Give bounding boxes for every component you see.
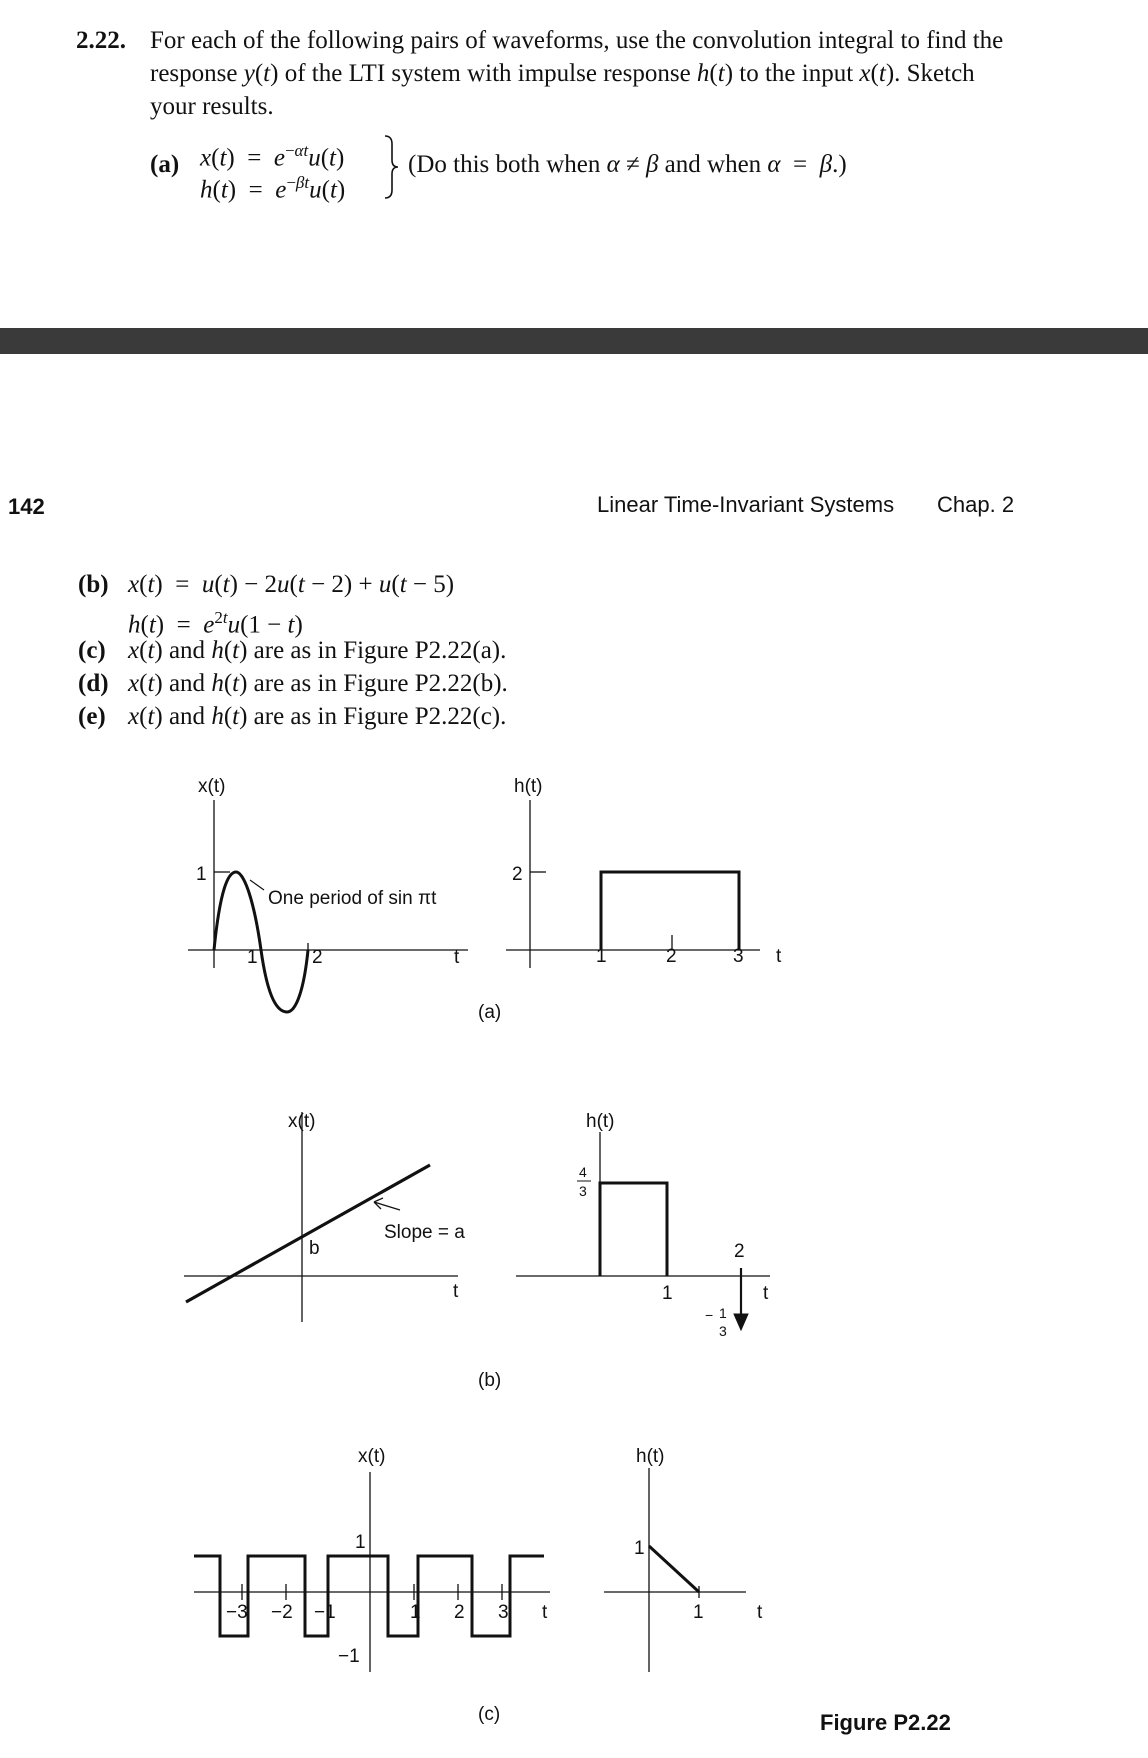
fig-a-h-title: h(t) [514, 776, 543, 797]
fig-c-x-tick-label: −1 [314, 1602, 336, 1623]
fig-a-x-axis-label: t [454, 947, 460, 968]
fig-c-label: (c) [478, 1704, 501, 1725]
fig-a-h-axis-label: t [776, 946, 782, 967]
fig-c-x-tick-label: −2 [271, 1602, 293, 1623]
fig-c-x-tick-label: −3 [226, 1602, 248, 1623]
fig-b-h-impulse-arrowhead [734, 1314, 748, 1330]
fig-c-x-tick-label: 2 [454, 1602, 465, 1623]
part-a-eq2: $h(t) = e^{-\beta t}u(t)$ [200, 173, 346, 204]
fig-b-h-plot [516, 1132, 770, 1330]
fig-b-h-axis-label: t [763, 1283, 769, 1304]
fig-b-h-impulse-denominator: 3 [719, 1323, 727, 1339]
fig-c-x-title: x(t) [358, 1446, 386, 1467]
fig-b-h-impulse-time-label: 2 [734, 1241, 745, 1262]
part-a-note: (Do this both when α ≠ β and when α = β.) [408, 151, 847, 178]
fig-b-h-rectangle-pulse [600, 1183, 667, 1276]
fig-b-x-annotation: Slope = a [384, 1222, 465, 1243]
fig-a-x-annotation-arrow [250, 880, 264, 890]
fig-c-h-tick-1-label: 1 [693, 1602, 704, 1623]
fig-a-h-tick-3-label: 3 [733, 946, 744, 967]
fig-a-x-annotation: One period of sin πt [268, 888, 437, 909]
page-number: 142 [8, 494, 45, 519]
fig-a-h-tick-2-label: 2 [666, 946, 677, 967]
part-e-label: (e) [78, 703, 106, 730]
fig-a-h-plot [506, 800, 760, 968]
fig-b-x-annotation-pointer [374, 1198, 400, 1210]
fig-b-x-intercept-label: b [309, 1238, 320, 1259]
fig-c-h-title: h(t) [636, 1446, 665, 1467]
fig-c-x-square-wave [194, 1556, 544, 1636]
fig-b-h-impulse-numerator: 1 [719, 1305, 727, 1321]
fig-c-h-amp-label: 1 [634, 1538, 645, 1559]
fig-c-x-amp-neg-label: −1 [338, 1646, 360, 1667]
part-c-text: x(t) and h(t) are as in Figure P2.22(a). [128, 637, 507, 664]
part-d-label: (d) [78, 670, 109, 697]
fig-c-h-plot [604, 1468, 746, 1672]
fig-a-h-rectangle-pulse [601, 872, 739, 950]
fig-c-h-ramp-down [649, 1546, 699, 1592]
fig-a-h-tick-1-label: 1 [596, 946, 607, 967]
fig-c-x-plot [194, 1472, 550, 1672]
problem-number: 2.22. [76, 27, 126, 54]
fig-c-x-tick-label: 3 [498, 1602, 509, 1623]
fig-a-h-amp-label: 2 [512, 864, 523, 885]
running-title: Linear Time-Invariant Systems [597, 492, 895, 517]
fig-b-x-axis-label: t [453, 1281, 459, 1302]
part-b-eq2: $h(t) = e^{2t}u(1 - t)$ [128, 608, 303, 639]
fig-a-x-tick-1-label: 1 [247, 947, 258, 968]
part-a-label: (a) [150, 151, 180, 178]
fig-a-x-tick-2-label: 2 [312, 947, 323, 968]
fig-a-x-title: x(t) [198, 776, 226, 797]
fig-b-h-title: h(t) [586, 1111, 615, 1132]
part-b-eq1: x(t) = u(t) − 2u(t − 2) + u(t − 5) [128, 571, 455, 598]
fig-b-h-impulse-minus: − [705, 1307, 714, 1323]
fig-b-x-plot [184, 1112, 458, 1322]
fig-c-x-amp-pos-label: 1 [355, 1532, 366, 1553]
problem-intro-2: response y(t) of the LTI system with impulse response h(t) to the input x(t). Sketch [150, 60, 975, 87]
part-c-label: (c) [78, 637, 106, 664]
part-d-text: x(t) and h(t) are as in Figure P2.22(b). [128, 670, 508, 697]
fig-b-h-amp-numerator: 4 [579, 1164, 587, 1180]
part-b-label: (b) [78, 571, 109, 598]
fig-b-label: (b) [478, 1370, 502, 1391]
figure-caption: Figure P2.22 [820, 1710, 951, 1735]
fig-a-label: (a) [478, 1002, 502, 1023]
fig-c-x-tick-label: 1 [410, 1602, 421, 1623]
part-a-eq1: $x(t) = e^{-\alpha t}u(t)$ [200, 141, 345, 172]
part-e-text: x(t) and h(t) are as in Figure P2.22(c). [128, 703, 507, 730]
fig-b-h-amp-denominator: 3 [579, 1183, 587, 1199]
fig-b-h-tick-1-label: 1 [662, 1283, 673, 1304]
fig-c-h-axis-label: t [757, 1602, 763, 1623]
problem-intro-3: your results. [150, 93, 274, 120]
fig-b-x-title: x(t) [288, 1111, 316, 1132]
fig-c-x-axis-label: t [542, 1602, 548, 1623]
problem-intro-1: For each of the following pairs of waveforms, use the convolution integral to find the [150, 27, 1004, 54]
fig-a-x-amp-label: 1 [196, 864, 207, 885]
chapter-label: Chap. 2 [937, 492, 1015, 517]
